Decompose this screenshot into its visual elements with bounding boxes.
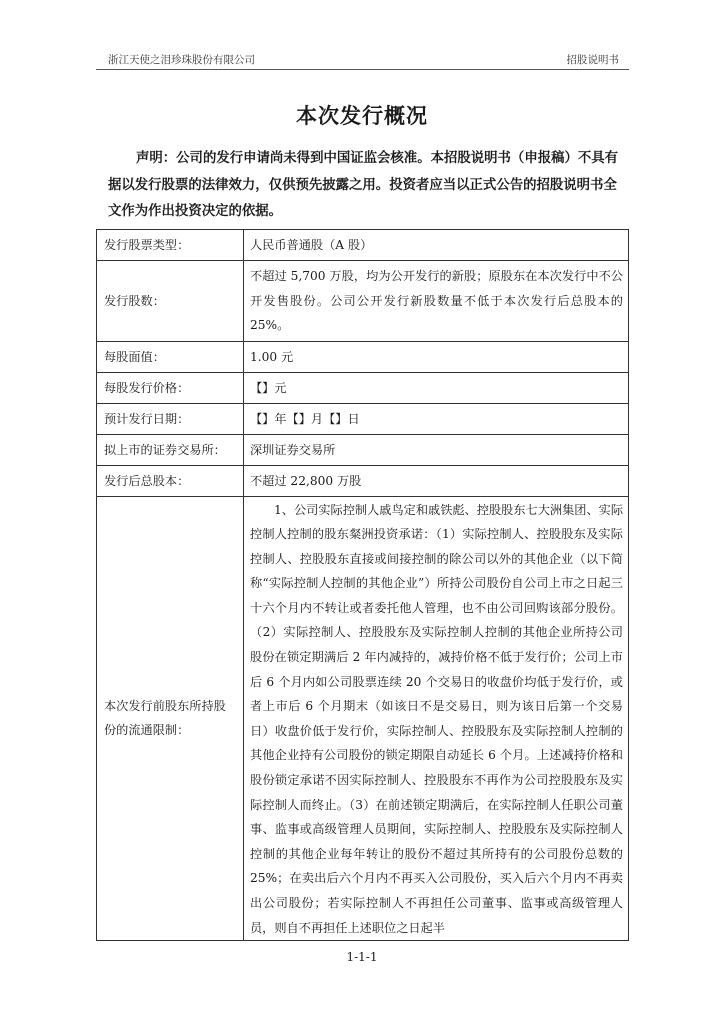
row-label: 预计发行日期： bbox=[97, 403, 244, 434]
table-row bbox=[97, 341, 629, 372]
row-label: 发行股数： bbox=[97, 261, 244, 342]
row-value: 不超过 22,800 万股 bbox=[244, 465, 629, 496]
header-company: 浙江天使之泪珍珠股份有限公司 bbox=[108, 54, 255, 66]
lockup-commitment-text: 1、公司实际控制人戚鸟定和戚铁彪、控股股东七大洲集团、实际控制人控制的股东粲洲投资承诺：（1）实际控制人、控股股东及实际控制人、控股股东直接或间接控制的除公司以外的其他企业（以下简称“实际控制人控制的其他企业”）所持公司股份自公司上市之日起三十六个月内不转让或者委托他人管理，也不由公司回购该部分股份。（2）实际控制人、控股股东及实际控制人控制的其他企业所持公司股份在锁定期满后 2 年内减持的，减持价格不低于发行价；公司上市后 6 个月内如公司股票连续 20 个交易日的收盘价均低于发行价，或者上市后 6 个月期末（如该日不是交易日，则为该日后第一个交易日）收盘价低于发行价，实际控制人、控股股东及实际控制人控制的其他企业持有公司股份的锁定期限自动延长 6 个月。上述减持价格和股份锁定承诺不因实际控制人、控股股东不再作为公司控股股东及实际控制人而终止。（3）在前述锁定期满后，在实际控制人任职公司董事、监事或高级管理人员期间，实际控制人、控股股东及实际控制人控制的其他企业每年转让的股份不超过其所持有的公司股份总数的 25%；在卖出后六个月内不再买入公司股份，买入后六个月内不再卖出公司股份；若实际控制人不再担任公司董事、监事或高级管理人员，则自不再担任上述职位之日起半 bbox=[250, 502, 624, 935]
row-value: 不超过 5,700 万股，均为公开发行的新股；原股东在本次发行中不公开发售股份。公司公开发行新股数量不低于本次发行后总股本的 25%。 bbox=[244, 261, 629, 342]
row-label: 本次发行前股东所持股份的流通限制： bbox=[97, 496, 244, 941]
page-header bbox=[96, 49, 629, 70]
row-label: 拟上市的证券交易所： bbox=[97, 434, 244, 465]
disclaimer-statement bbox=[108, 145, 628, 225]
table-row bbox=[97, 434, 629, 465]
row-value: 人民币普通股（A 股） bbox=[244, 230, 629, 261]
table-row bbox=[97, 496, 629, 941]
table-row bbox=[97, 465, 629, 496]
statement-text: 声明：公司的发行申请尚未得到中国证监会核准。本招股说明书（申报稿）不具有据以发行股票的法律效力，仅供预先披露之用。投资者应当以正式公告的招股说明书全文作为作出投资决定的依据。 bbox=[108, 150, 619, 219]
header-doc-type: 招股说明书 bbox=[566, 54, 619, 66]
table-row bbox=[97, 261, 629, 342]
row-value: 【】元 bbox=[244, 372, 629, 403]
table-row bbox=[97, 230, 629, 261]
row-label: 每股面值： bbox=[97, 341, 244, 372]
row-value: 【】年【】月【】日 bbox=[244, 403, 629, 434]
page-title: 本次发行概况 bbox=[296, 103, 428, 128]
row-label: 发行后总股本： bbox=[97, 465, 244, 496]
row-value bbox=[244, 496, 629, 941]
row-label: 每股发行价格： bbox=[97, 372, 244, 403]
page-number: 1-1-1 bbox=[346, 950, 378, 964]
row-value: 1.00 元 bbox=[244, 341, 629, 372]
row-label: 发行股票类型： bbox=[97, 230, 244, 261]
table-row bbox=[97, 403, 629, 434]
table-row bbox=[97, 372, 629, 403]
offering-summary-table bbox=[96, 229, 629, 941]
row-value: 深圳证券交易所 bbox=[244, 434, 629, 465]
